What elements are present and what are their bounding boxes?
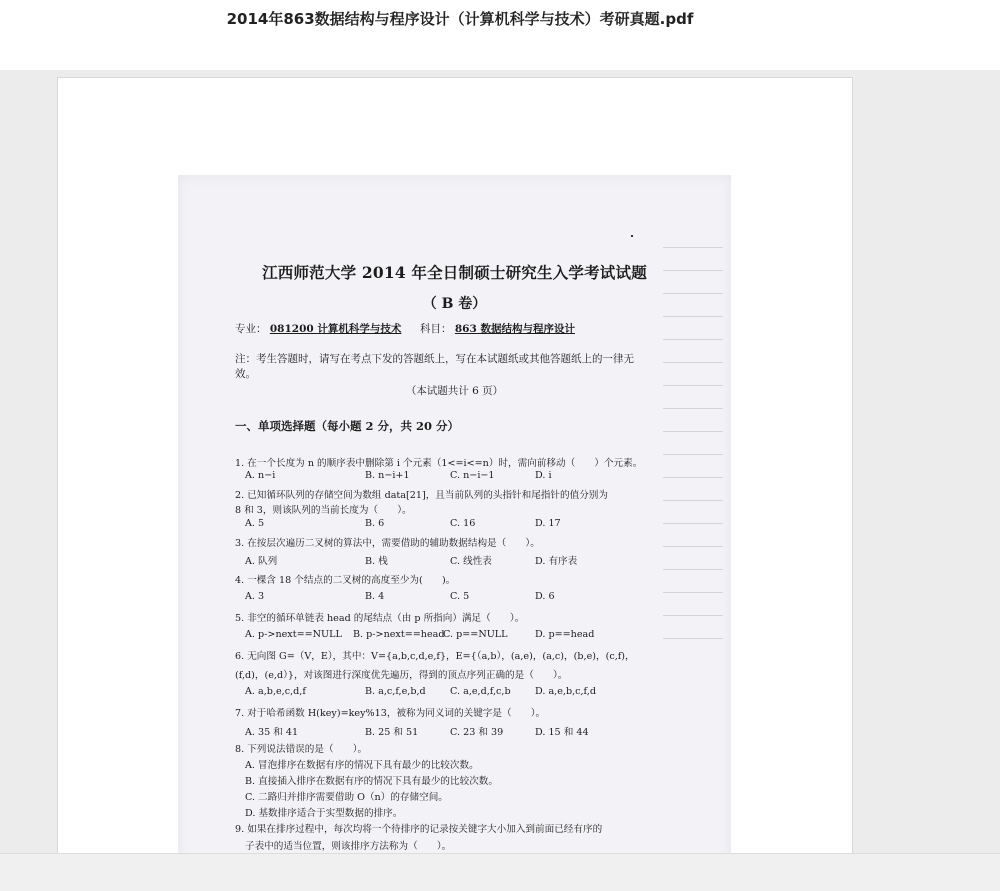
- option: D. p==head: [535, 629, 595, 640]
- question-8: 8. 下列说法错误的是（ ）。: [235, 744, 368, 755]
- question-9: 9. 如果在排序过程中，每次均将一个待排序的记录按关键字大小加入到前面已经有序的: [235, 824, 603, 835]
- question-1: 1. 在一个长度为 n 的顺序表中删除第 i 个元素（1<=i<=n）时，需向前移动（ ）个元素。: [235, 458, 643, 469]
- option: D. a,e,b,c,f,d: [535, 686, 596, 697]
- question-4-options: [245, 591, 555, 602]
- option: A. 3: [245, 591, 265, 602]
- question-6-cont: (f,d)，(e,d）}，对该图进行深度优先遍历，得到的顶点序列正确的是（ ）。: [235, 670, 568, 681]
- option: B. p->next==head: [353, 629, 445, 640]
- question-2: 2. 已知循环队列的存储空间为数组 data[21]，且当前队列的头指针和尾指针的值分别为: [235, 490, 608, 501]
- option: D. 有序表: [535, 556, 578, 567]
- document-viewer[interactable]: [0, 70, 1000, 853]
- major-value: 081200 计算机科学与技术: [269, 323, 402, 335]
- question-5: 5. 非空的循环单链表 head 的尾结点（由 p 所指向）满足（ ）。: [235, 613, 525, 624]
- question-2-options: [245, 518, 561, 529]
- subject-label: 科目：: [420, 323, 452, 335]
- question-8-option-b: B. 直接插入排序在数据有序的情况下具有最少的比较次数。: [245, 776, 498, 787]
- option: C. p==NULL: [443, 629, 508, 640]
- document-title: 2014年863数据结构与程序设计（计算机科学与技术）考研真题.pdf: [226, 10, 694, 28]
- option: C. 线性表: [450, 556, 492, 567]
- question-9-cont: 子表中的适当位置，则该排序方法称为（ ）。: [245, 841, 452, 852]
- question-3-options: [245, 553, 577, 567]
- scan-speck: [631, 235, 633, 237]
- option: C. a,e,d,f,c,b: [450, 686, 511, 697]
- major-subject-line: [235, 321, 575, 336]
- bleed-through-text: [663, 225, 723, 845]
- option: B. n−i+1: [365, 470, 410, 481]
- option: A. a,b,e,c,d,f: [245, 686, 306, 697]
- option: B. 25 和 51: [365, 727, 419, 738]
- option: A. p->next==NULL: [245, 629, 342, 640]
- note-line-1: 注：考生答题时，请写在考点下发的答题纸上，写在本试题纸或其他答题纸上的一律无: [235, 353, 634, 365]
- title-bar: [0, 0, 1000, 70]
- major-label: 专业：: [235, 323, 267, 335]
- question-7: 7. 对于哈希函数 H(key)=key%13，被称为同义词的关键字是（ ）。: [235, 708, 546, 719]
- question-6-options: [245, 686, 596, 697]
- question-5-options: [245, 629, 594, 640]
- question-2-cont: 8 和 3，则该队列的当前长度为（ ）。: [235, 505, 412, 516]
- note-line-2: 效。: [235, 368, 256, 380]
- pdf-page: [57, 77, 853, 853]
- option: C. 16: [450, 518, 476, 529]
- option: A. 35 和 41: [245, 727, 299, 738]
- option: B. 栈: [365, 556, 388, 567]
- option: A. 5: [245, 518, 265, 529]
- question-8-option-d: D. 基数排序适合于实型数据的排序。: [245, 808, 403, 819]
- option: C. 5: [450, 591, 470, 602]
- exam-title: 江西师范大学 2014 年全日制硕士研究生入学考试试题: [262, 263, 647, 282]
- option: A. n−i: [245, 470, 276, 481]
- question-6: 6. 无向图 G=（V，E），其中：V={a,b,c,d,e,f}，E={（a,b），(a,e)，(a,c)，(b,e)，(c,f)，: [235, 651, 635, 662]
- page-count: （本试题共计 6 页）: [405, 385, 504, 397]
- option: C. n−i−1: [450, 470, 495, 481]
- option: D. 6: [535, 591, 555, 602]
- option: D. 15 和 44: [535, 727, 589, 738]
- question-7-options: [245, 724, 589, 738]
- option: D. 17: [535, 518, 561, 529]
- option: A. 队列: [245, 556, 278, 567]
- option: D. i: [535, 470, 552, 481]
- subject-value: 863 数据结构与程序设计: [454, 323, 575, 335]
- question-1-options: [245, 470, 552, 481]
- question-8-option-a: A. 冒泡排序在数据有序的情况下具有最少的比较次数。: [245, 760, 479, 771]
- question-8-option-c: C. 二路归并排序需要借助 O（n）的存储空间。: [245, 792, 448, 803]
- option: B. 4: [365, 591, 385, 602]
- option: C. 23 和 39: [450, 727, 504, 738]
- option: B. 6: [365, 518, 385, 529]
- option: B. a,c,f,e,b,d: [365, 686, 426, 697]
- question-4: 4. 一棵含 18 个结点的二叉树的高度至少为( )。: [235, 575, 456, 586]
- scanned-exam-image: [178, 175, 731, 853]
- exam-volume: （ B 卷）: [422, 296, 487, 312]
- bottom-toolbar: [0, 853, 1000, 891]
- section-title: 一、单项选择题（每小题 2 分，共 20 分）: [235, 419, 460, 433]
- question-3: 3. 在按层次遍历二叉树的算法中，需要借助的辅助数据结构是（ ）。: [235, 538, 540, 549]
